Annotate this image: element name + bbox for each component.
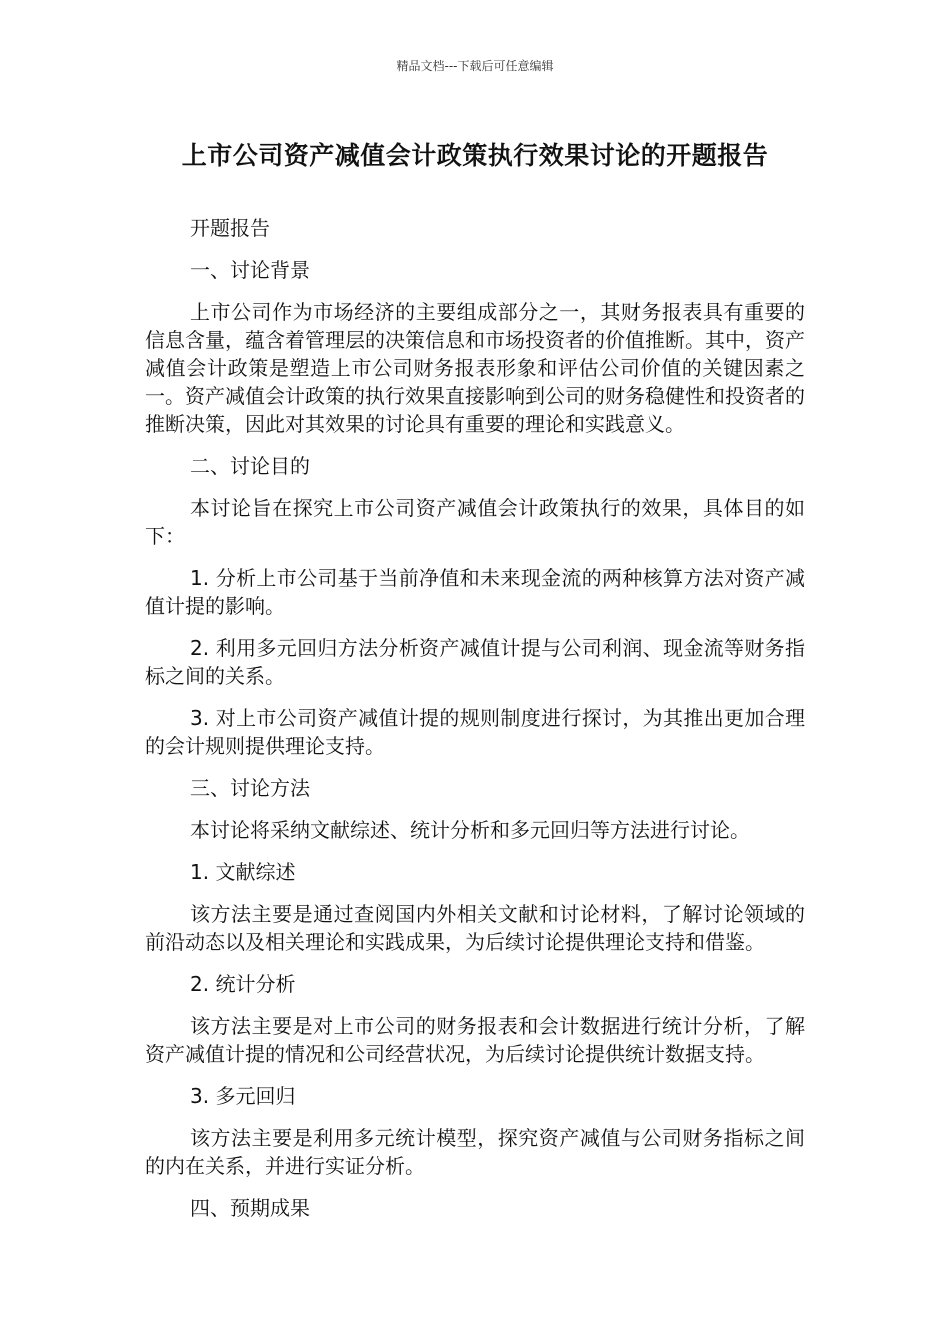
paragraph-purpose-intro: 本讨论旨在探究上市公司资产减值会计政策执行的效果，具体目的如下： <box>145 496 805 548</box>
document-body <box>145 214 805 1236</box>
document-title: 上市公司资产减值会计政策执行效果讨论的开题报告 <box>181 141 769 170</box>
paragraph-multiple-regression: 该方法主要是利用多元统计模型，探究资产减值与公司财务指标之间的内在关系，并进行实证分析。 <box>145 1126 805 1178</box>
list-item-purpose-1: 1. 分析上市公司基于当前净值和未来现金流的两种核算方法对资产减值计提的影响。 <box>145 566 805 618</box>
paragraph-background: 上市公司作为市场经济的主要组成部分之一，其财务报表具有重要的信息含量，蕴含着管理层的决策信息和市场投资者的价值推断。其中，资产减值会计政策是塑造上市公司财务报表形象和评估公司价值的关键因素之一。资产减值会计政策的执行效果直接影响到公司的财务稳健性和投资者的推断决策，因此对其效果的讨论具有重要的理论和实践意义。 <box>145 300 805 436</box>
heading-expected-results: 四、预期成果 <box>190 1196 310 1220</box>
subheading-statistical-analysis: 2. 统计分析 <box>190 972 296 996</box>
paragraph-statistical-analysis: 该方法主要是对上市公司的财务报表和会计数据进行统计分析，了解资产减值计提的情况和公司经营状况，为后续讨论提供统计数据支持。 <box>145 1014 805 1066</box>
heading-background: 一、讨论背景 <box>190 258 310 282</box>
heading-methods: 三、讨论方法 <box>190 776 310 800</box>
subheading-multiple-regression: 3. 多元回归 <box>190 1084 296 1108</box>
paragraph-methods-intro: 本讨论将采纳文献综述、统计分析和多元回归等方法进行讨论。 <box>190 818 750 842</box>
section-label-report: 开题报告 <box>190 216 270 240</box>
list-item-purpose-3: 3. 对上市公司资产减值计提的规则制度进行探讨，为其推出更加合理的会计规则提供理论支持。 <box>145 706 805 758</box>
page-header-note: 精品文档---下载后可任意编辑 <box>396 59 554 73</box>
heading-purpose: 二、讨论目的 <box>190 454 310 478</box>
list-item-purpose-2: 2. 利用多元回归方法分析资产减值计提与公司利润、现金流等财务指标之间的关系。 <box>145 636 805 688</box>
subheading-literature-review: 1. 文献综述 <box>190 860 296 884</box>
paragraph-literature-review: 该方法主要是通过查阅国内外相关文献和讨论材料，了解讨论领域的前沿动态以及相关理论和实践成果，为后续讨论提供理论支持和借鉴。 <box>145 902 805 954</box>
